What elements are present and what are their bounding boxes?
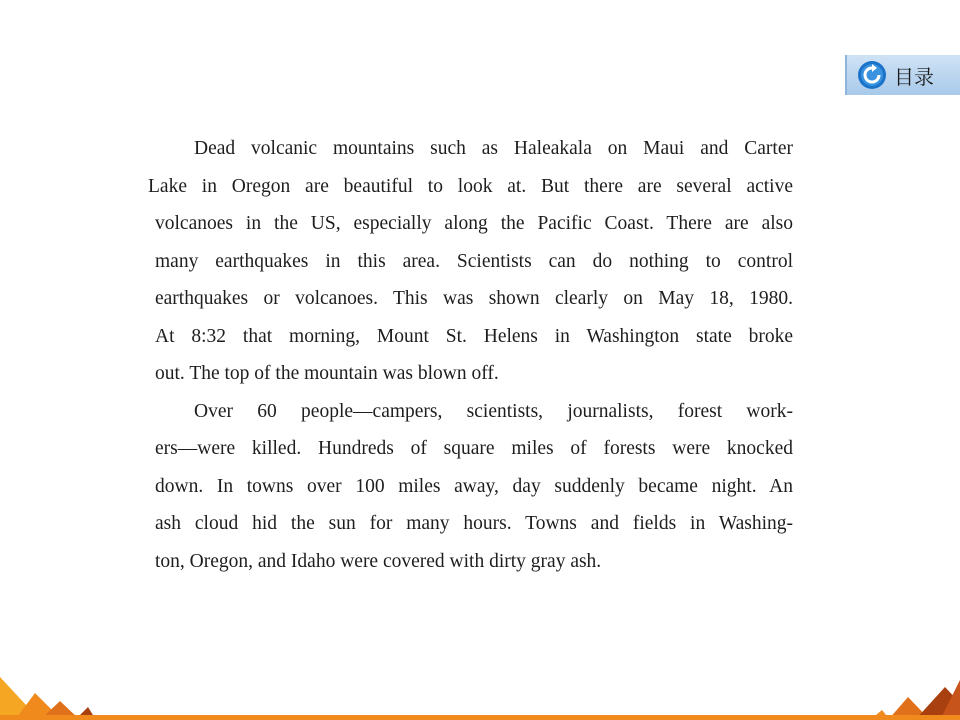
footer-bar — [0, 715, 960, 720]
text-line: Lake in Oregon are beautiful to look at. But there are several active — [148, 175, 793, 197]
text-line: ton, Oregon, and Idaho were covered with dirty gray ash. — [155, 550, 602, 572]
corner-decoration-right — [860, 665, 960, 720]
passage-text — [148, 130, 793, 580]
toc-label: 目录 — [894, 64, 934, 89]
text-line: Dead volcanic mountains such as Haleakala on Maui and Carter — [194, 138, 793, 159]
paragraph-1 — [148, 130, 793, 393]
paragraph-2 — [148, 393, 793, 581]
text-line: At 8:32 that morning, Mount St. Helens in Washington state broke — [155, 325, 793, 347]
text-line: ers—were killed. Hundreds of square miles of forests were knocked — [155, 438, 793, 459]
corner-decoration-left — [0, 665, 100, 720]
refresh-arrow-icon — [857, 60, 887, 90]
text-line: earthquakes or volcanoes. This was shown clearly on May 18, 1980. — [155, 288, 793, 309]
text-line: volcanoes in the US, especially along the Pacific Coast. There are also — [155, 213, 793, 234]
text-line: many earthquakes in this area. Scientists can do nothing to control — [155, 250, 793, 272]
text-line: out. The top of the mountain was blown off. — [155, 363, 499, 384]
text-line: down. In towns over 100 miles away, day suddenly became night. An — [155, 475, 793, 497]
toc-button[interactable] — [845, 55, 960, 95]
text-line: Over 60 people—campers, scientists, journalists, forest work- — [194, 400, 793, 422]
text-line: ash cloud hid the sun for many hours. Towns and fields in Washing- — [155, 513, 793, 534]
